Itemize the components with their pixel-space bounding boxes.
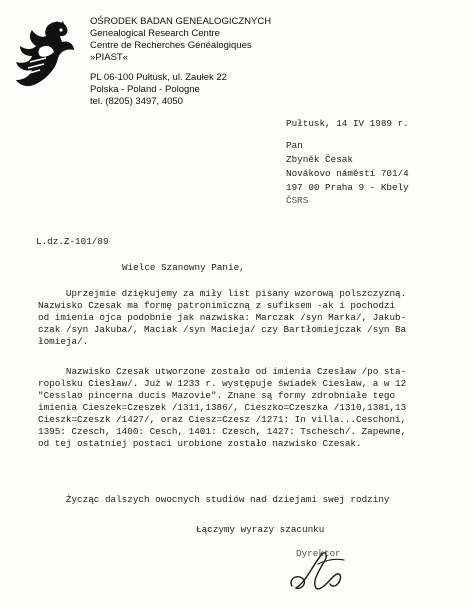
- country-line: Polska - Poland - Pologne: [90, 84, 200, 95]
- recipient-street: Novákovo náměstí 701/4: [286, 168, 409, 179]
- text-line: od tej ostatniej postaci urobione zostało nazwisko Czesak.: [38, 438, 362, 449]
- text-line: Życząc dalszych owocnych studiów nad dziejami swej rodziny: [38, 494, 390, 505]
- handwritten-signature: [282, 546, 352, 596]
- text-line: Nazwisko Czesak utworzone zostało od imienia Czesław /po sta-: [38, 366, 407, 377]
- text-line: od imienia ojca podobnie jak nazwiska: Marczak /syn Marka/, Jakub-: [38, 312, 407, 323]
- date-line: Pułtusk, 14 IV 1989 r.: [286, 118, 409, 129]
- brand-name: »PIAST«: [90, 52, 129, 63]
- institution-name-fr: Centre de Recherches Généalogiques: [90, 40, 252, 51]
- recipient-city: 197 00 Praha 9 - Kbely: [286, 182, 409, 193]
- text-line: łomieja/.: [38, 336, 89, 347]
- text-line: czak /syn Jakuba/, Maciak /syn Macieja/ czy Bartłomiejczak /syn Ba: [38, 324, 407, 335]
- paragraph-3: [38, 494, 468, 506]
- reference-number: L.dz.Z-101/89: [36, 236, 109, 247]
- recipient-name: Zbyněk Česak: [286, 154, 353, 165]
- text-line: Nazwisko Czesak ma formę patronimiczną z sufiksem -ak i pochodzi: [38, 300, 396, 311]
- text-line: 1395: Czesch, 1400: Cesch, 1401: Czesch, 1427: Tschesch/. Zapewne,: [38, 426, 407, 437]
- phone-line: tel. (8205) 3497, 4050: [90, 96, 183, 107]
- text-line: imienia Cieszek=Czeszek /1311,1386/, Cieszko=Czeszka /1310,1381,13: [38, 402, 407, 413]
- paragraph-2: [38, 366, 468, 450]
- piast-eagle-logo: [10, 18, 80, 90]
- institution-name-en: Genealogical Research Centre: [90, 28, 220, 39]
- text-line: ropolsku Ciesław/. Już w 1233 r. występuje świadek Ciesław, a w 12: [38, 378, 407, 389]
- greeting: Wielce Szanowny Panie,: [122, 262, 245, 273]
- text-line: "Cesslao pincerna ducis Mazovie". Znane są formy zdrobniałe tego: [38, 390, 396, 401]
- address-line: PL 06-100 Pułtusk, ul. Zaułek 22: [90, 72, 227, 83]
- closing-line: Łączymy wyrazy szacunku: [196, 524, 325, 535]
- recipient-salutation: Pan: [286, 140, 303, 151]
- paragraph-1: [38, 288, 468, 348]
- signature-title: Dyrektor: [296, 548, 341, 559]
- text-line: Uprzejmie dziękujemy za miły list pisany wzorową polszczyzną.: [38, 288, 407, 299]
- text-line: Cieszk=Czeszk /1427/, oraz Ciesz=Czesz /1271: In villa...Ceschoni,: [38, 414, 407, 425]
- institution-name: OŚRODEK BADAN GENEALOGICZNYCH: [90, 16, 272, 27]
- recipient-country: ČSRS: [286, 195, 309, 206]
